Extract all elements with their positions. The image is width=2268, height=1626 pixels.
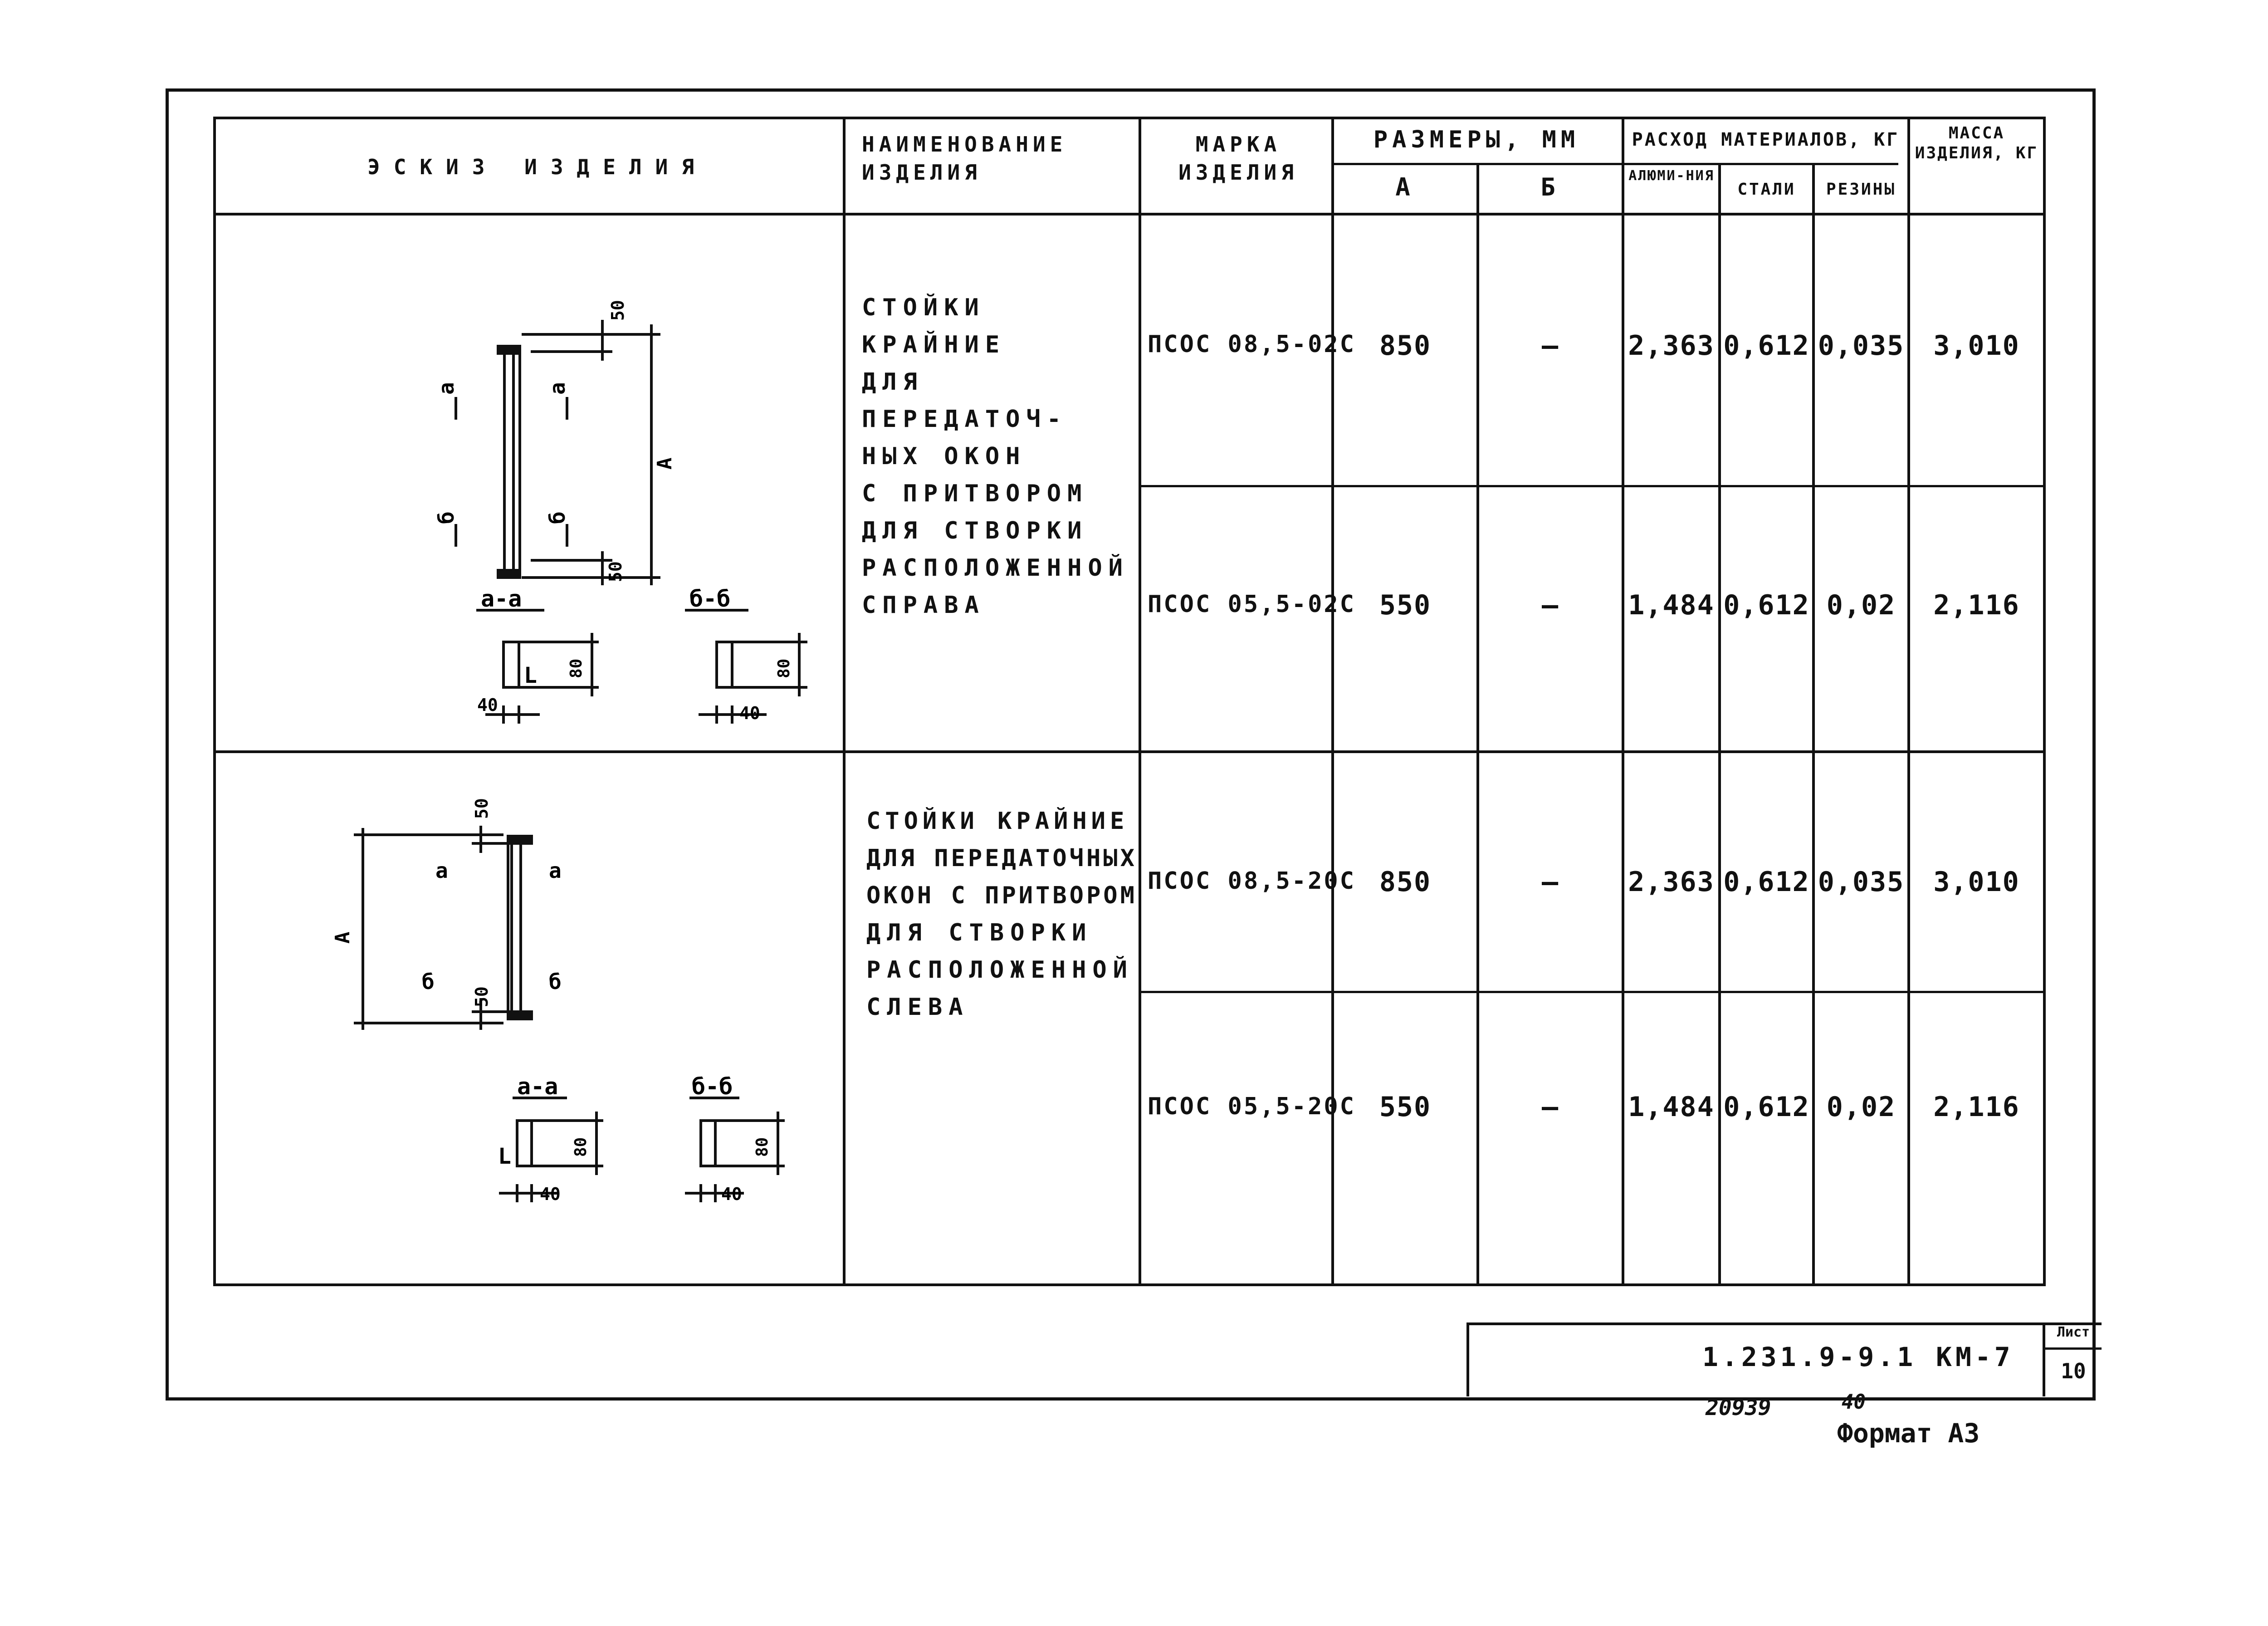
section-a-label: а-а xyxy=(517,1073,558,1100)
sheet-label: Лист xyxy=(2057,1324,2090,1340)
header-name: НАИМЕНОВАНИЕ ИЗДЕЛИЯ xyxy=(862,132,1067,185)
cut-label: а xyxy=(545,382,570,395)
row-2-rubber: 0,02 xyxy=(1826,589,1896,621)
group-1-name-line: ДЛЯ СТВОРКИ xyxy=(862,517,1088,544)
row-1-rubber: 0,035 xyxy=(1818,330,1905,362)
profile-mark: L xyxy=(498,1144,511,1169)
width-label: 40 xyxy=(739,703,760,723)
width-label: 40 xyxy=(721,1184,742,1204)
dim-top-label: 50 xyxy=(608,300,628,321)
group-2-name-line: РАСПОЛОЖЕННОЙ xyxy=(866,956,1134,984)
row-4-size-b: — xyxy=(1541,1091,1559,1123)
sheet-number: 10 xyxy=(2061,1359,2086,1383)
width-label: 40 xyxy=(540,1184,561,1204)
row-4-mark: ПСОС 05,5-20С xyxy=(1148,1093,1356,1120)
row-2-mass: 2,116 xyxy=(1933,589,2020,621)
section-a-label: а-а xyxy=(481,586,522,612)
row-3-mass: 3,010 xyxy=(1933,866,2020,898)
group-1-name-line: ДЛЯ ПЕРЕДАТОЧ- xyxy=(862,368,1068,433)
cut-label: а xyxy=(549,858,562,883)
profile-body xyxy=(512,842,521,1014)
header-size-a: А xyxy=(1395,173,1415,201)
row-2-size-b: — xyxy=(1541,589,1559,621)
cut-label: б xyxy=(422,970,435,994)
title-block xyxy=(1466,1322,2102,1396)
inventory-number: 20939 xyxy=(1706,1395,1771,1420)
row-3-size-a: 850 xyxy=(1379,866,1432,898)
group-1-name-line: СТОЙКИ КРАЙНИЕ xyxy=(862,294,1006,358)
row-1-steel: 0,612 xyxy=(1723,330,1810,362)
depth-label: 80 xyxy=(775,658,793,678)
header-sizes: РАЗМЕРЫ, ММ xyxy=(1373,126,1580,153)
row-4-size-a: 550 xyxy=(1379,1091,1432,1123)
row-3-aluminium: 2,363 xyxy=(1628,866,1715,898)
row-4-aluminium: 1,484 xyxy=(1628,1091,1715,1123)
cut-label: б xyxy=(545,511,570,524)
section-b-label: б-б xyxy=(689,586,731,612)
dim-top-label: 50 xyxy=(472,798,492,819)
row-1-mark: ПСОС 08,5-02С xyxy=(1148,331,1356,358)
row-2-mark: ПСОС 05,5-02С xyxy=(1148,591,1356,618)
group-2-name-line: СТОЙКИ КРАЙНИЕ xyxy=(866,808,1129,835)
row-1-size-b: — xyxy=(1541,330,1559,362)
dim-bottom-label: 50 xyxy=(606,561,626,582)
section-b-label: б-б xyxy=(692,1073,733,1100)
group-2-name-line: ДЛЯ ПЕРЕДАТОЧНЫХ xyxy=(866,845,1137,872)
row-1-size-a: 850 xyxy=(1379,330,1432,362)
row-3-mark: ПСОС 08,5-20С xyxy=(1148,867,1356,895)
row-2-size-a: 550 xyxy=(1379,589,1432,621)
col-name-end xyxy=(1139,117,1141,1286)
row-1-mass: 3,010 xyxy=(1933,330,2020,362)
cut-label: а xyxy=(434,382,459,395)
row-1-aluminium: 2,363 xyxy=(1628,330,1715,362)
header-sketch: ЭСКИЗ ИЗДЕЛИЯ xyxy=(367,155,708,179)
depth-label: 80 xyxy=(572,1137,590,1157)
row-2-steel: 0,612 xyxy=(1723,589,1810,621)
header-aluminium: АЛЮМИ-НИЯ xyxy=(1628,168,1715,184)
header-mark: МАРКА ИЗДЕЛИЯ xyxy=(1178,132,1298,185)
group-1-name-line: РАСПОЛОЖЕННОЙ xyxy=(862,554,1129,582)
header-rubber: РЕЗИНЫ xyxy=(1826,180,1897,199)
row-3-rubber: 0,035 xyxy=(1818,866,1905,898)
sketch-left-leaf xyxy=(213,753,843,1284)
dim-bottom-label: 50 xyxy=(472,986,492,1007)
sketch-right-leaf xyxy=(213,215,843,750)
cut-label: а xyxy=(435,858,448,883)
header-mass: МАССА ИЗДЕЛИЯ, КГ xyxy=(1915,124,2038,162)
document-code: 1.231.9-9.1 КМ-7 xyxy=(1702,1342,2014,1372)
width-label: 40 xyxy=(477,695,498,715)
group-1-name xyxy=(862,289,1134,624)
dim-height-label: А xyxy=(331,931,354,944)
cut-label: б xyxy=(549,970,562,994)
dim-height-label: А xyxy=(653,457,676,470)
header-size-b: Б xyxy=(1540,173,1560,201)
specification-table xyxy=(213,117,2046,1286)
row-4-rubber: 0,02 xyxy=(1826,1091,1896,1123)
format-label: Формат А3 xyxy=(1837,1418,1980,1449)
row-3-size-b: — xyxy=(1541,866,1559,898)
table-border-top xyxy=(213,117,2046,119)
copy-number: 40 xyxy=(1842,1391,1866,1414)
group-2-name-line: ДЛЯ СТВОРКИ xyxy=(866,919,1093,946)
header-materials: РАСХОД МАТЕРИАЛОВ, КГ xyxy=(1632,129,1900,150)
group-2-name-line: СЛЕВА xyxy=(866,994,969,1021)
group-1-name-line: СПРАВА xyxy=(862,592,985,619)
profile-mark: L xyxy=(524,663,537,688)
group-1-name-line: С ПРИТВОРОМ xyxy=(862,480,1088,507)
group-1-name-line: НЫХ ОКОН xyxy=(862,443,1026,470)
depth-label: 80 xyxy=(753,1137,772,1157)
row-3-steel: 0,612 xyxy=(1723,866,1810,898)
group-2-name xyxy=(866,803,1139,1026)
col-sketch-end xyxy=(843,117,846,1286)
cut-label: б xyxy=(434,511,459,524)
table-border-right xyxy=(2043,117,2046,1286)
profile-body xyxy=(504,352,513,574)
depth-label: 80 xyxy=(567,658,586,678)
header-steel: СТАЛИ xyxy=(1737,180,1796,199)
group-2-name-line: ОКОН С ПРИТВОРОМ xyxy=(866,882,1137,909)
row-4-mass: 2,116 xyxy=(1933,1091,2020,1123)
row-4-steel: 0,612 xyxy=(1723,1091,1810,1123)
row-2-aluminium: 1,484 xyxy=(1628,589,1715,621)
